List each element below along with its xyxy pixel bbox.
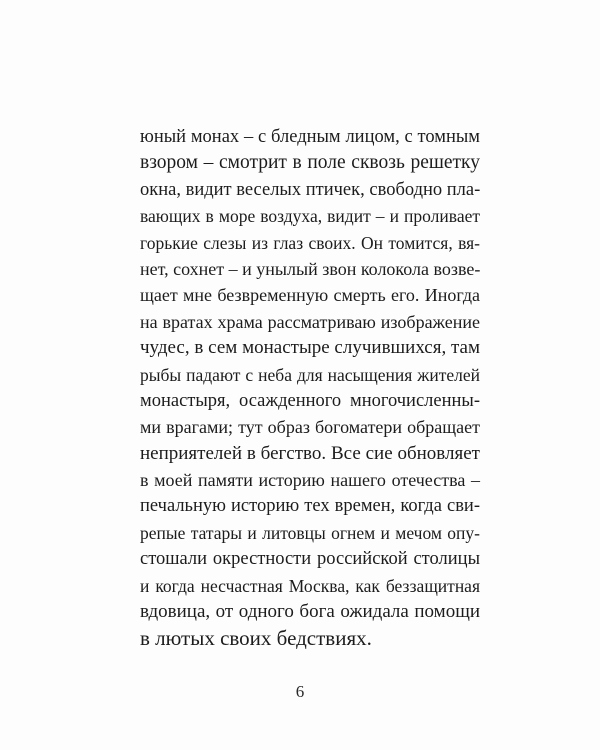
page-number: 6 <box>295 682 305 701</box>
text-line: ми врагами; тут образ богоматери обращает <box>140 417 480 438</box>
text-line: стошали окрестности российской столицы <box>140 549 480 570</box>
text-line: чудес, в сем монастыре случившихся, там <box>140 337 480 359</box>
text-line: юный монах – с бледным лицом, с томным <box>140 127 480 147</box>
text-line: и когда несчастная Москва, как беззащитная <box>140 575 480 596</box>
text-line: окна, видит веселых птичек, свободно пла- <box>140 179 481 200</box>
text-line: щает мне безвременную смерть его. Иногда <box>140 285 480 306</box>
text-line: взором – смотрит в поле сквозь решетку <box>140 152 480 174</box>
text-line: горькие слезы из глаз своих. Он томится, вя- <box>140 232 480 253</box>
text-line: печальную историю тех времен, когда сви- <box>140 496 480 517</box>
text-line: рыбы падают с неба для насыщения жителей <box>140 364 480 385</box>
text-line: нет, сохнет – и унылый звон колокола возве- <box>140 258 481 279</box>
text-line: в лютых своих бедствиях. <box>140 626 372 651</box>
text-line: неприятелей в бегство. Все сие обновляет <box>140 442 480 464</box>
text-line: вающих в море воздуха, видит – и проливает <box>140 206 480 227</box>
text-line: на вратах храма рассматриваю изображение <box>140 311 480 332</box>
text-line: в моей памяти историю нашего отечества – <box>140 470 480 491</box>
text-line: монастыря, осажденного многочисленны- <box>140 390 480 411</box>
text-line: репые татары и литовцы огнем и мечом опу- <box>140 522 480 543</box>
body-text <box>140 124 480 652</box>
text-line: вдовица, от одного бога ожидала помощи <box>140 601 480 623</box>
